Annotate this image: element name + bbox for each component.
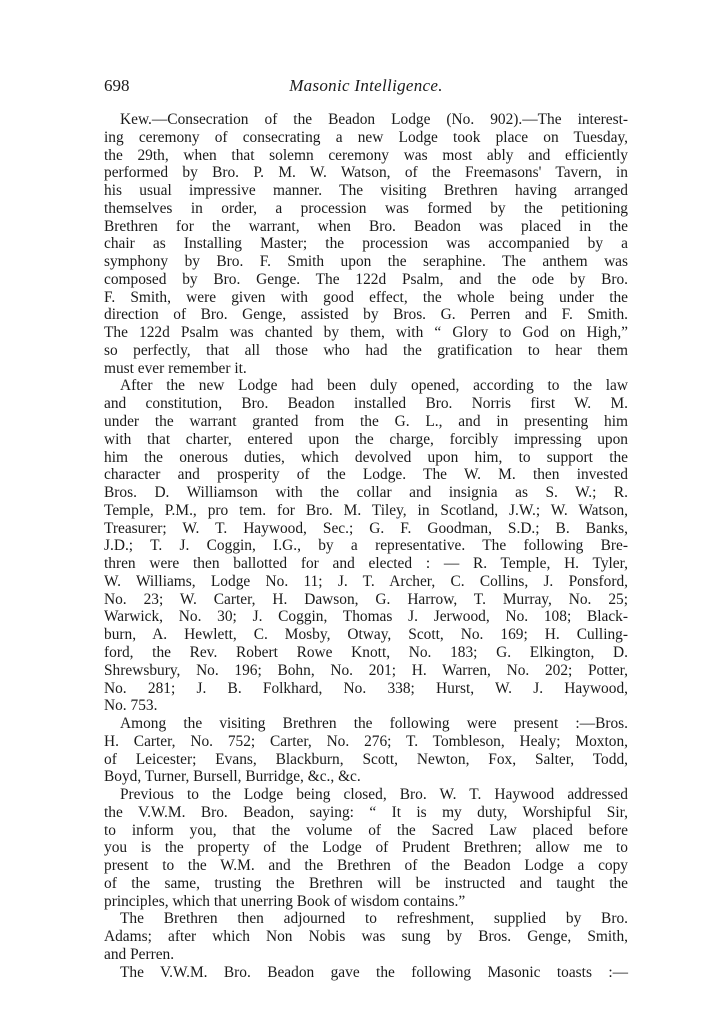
text-line: After the new Lodge had been duly opened, according to the law (120, 377, 628, 395)
page-header (104, 76, 628, 100)
text-line: Boyd, Turner, Bursell, Burridge, &c., &c. (104, 768, 361, 786)
text-line: and Perren. (104, 945, 175, 963)
text-line: Temple, P.M., pro tem. for Bro. M. Tiley, in Scotland, J.W.; W. Watson, (104, 501, 628, 519)
text-line: Previous to the Lodge being closed, Bro. W. T. Haywood addressed (120, 786, 628, 804)
text-line: under the warrant granted from the G. L., and in presenting him (104, 413, 628, 431)
text-line: direction of Bro. Genge, assisted by Bros. G. Perren and F. Smith. (104, 306, 628, 324)
text-line: themselves in order, a procession was formed by the petitioning (104, 199, 628, 217)
text-line: burn, A. Hewlett, C. Mosby, Otway, Scott, No. 169; H. Culling- (104, 626, 628, 644)
text-line: The Brethren then adjourned to refreshment, supplied by Bro. (120, 910, 628, 928)
text-line: Bros. D. Williamson with the collar and insignia as S. W.; R. (104, 484, 628, 502)
text-line: No. 23; W. Carter, H. Dawson, G. Harrow, T. Murray, No. 25; (104, 590, 628, 608)
text-line: Kew.—Consecration of the Beadon Lodge (No. 902).—The interest- (120, 111, 628, 128)
article-body (104, 111, 628, 982)
text-line: composed by Bro. Genge. The 122d Psalm, and the ode by Bro. (104, 270, 628, 288)
text-line: ing ceremony of consecrating a new Lodge took place on Tuesday, (104, 128, 628, 146)
text-line: must ever remember it. (104, 359, 247, 377)
text-line: The 122d Psalm was chanted by them, with “ Glory to God on High,” (104, 324, 628, 342)
text-line: Warwick, No. 30; J. Coggin, Thomas J. Jerwood, No. 108; Black- (104, 608, 628, 626)
text-line: you is the property of the Lodge of Prudent Brethren; allow me to (104, 839, 628, 857)
text-line: Shrewsbury, No. 196; Bohn, No. 201; H. Warren, No. 202; Potter, (104, 661, 628, 679)
text-line: present to the W.M. and the Brethren of the Beadon Lodge a copy (104, 857, 628, 875)
text-line: H. Carter, No. 752; Carter, No. 276; T. Tombleson, Healy; Moxton, (104, 732, 628, 750)
text-line: to inform you, that the volume of the Sacred Law placed before (104, 821, 628, 839)
text-line: so perfectly, that all those who had the gratification to hear them (104, 341, 628, 359)
text-line: Brethren for the warrant, when Bro. Beadon was placed in the (104, 217, 628, 235)
text-line: chair as Installing Master; the procession was accompanied by a (104, 235, 628, 253)
text-line: Adams; after which Non Nobis was sung by Bros. Genge, Smith, (104, 928, 628, 946)
running-head: Masonic Intelligence. (289, 76, 443, 95)
text-line: of the same, trusting the Brethren will be instructed and taught the (104, 874, 628, 892)
text-line: and constitution, Bro. Beadon installed Bro. Norris first W. M. (104, 395, 628, 413)
text-line: No. 753. (104, 697, 158, 715)
text-line: J.D.; T. J. Coggin, I.G., by a representative. The following Bre- (104, 537, 628, 555)
text-line: Treasurer; W. T. Haywood, Sec.; G. F. Goodman, S.D.; B. Banks, (104, 519, 628, 537)
text-line: F. Smith, were given with good effect, the whole being under the (104, 288, 628, 306)
text-line: W. Williams, Lodge No. 11; J. T. Archer, C. Collins, J. Ponsford, (104, 572, 628, 590)
text-line: thren were then ballotted for and elected : — R. Temple, H. Tyler, (104, 555, 628, 573)
text-line: ford, the Rev. Robert Rowe Knott, No. 183; G. Elkington, D. (104, 643, 628, 661)
text-line: No. 281; J. B. Folkhard, No. 338; Hurst, W. J. Haywood, (104, 679, 628, 697)
text-line: symphony by Bro. F. Smith upon the seraphine. The anthem was (104, 253, 628, 271)
text-line: with that charter, entered upon the charge, forcibly impressing upon (104, 430, 628, 448)
text-line: the 29th, when that solemn ceremony was most ably and efficiently (104, 146, 628, 164)
page-number: 698 (104, 76, 130, 95)
text-line: principles, which that unerring Book of wisdom contains.” (104, 892, 466, 910)
text-line: The V.W.M. Bro. Beadon gave the following Masonic toasts :— (120, 963, 628, 981)
text-line: performed by Bro. P. M. W. Watson, of the Freemasons' Tavern, in (104, 164, 628, 182)
text-line: of Leicester; Evans, Blackburn, Scott, Newton, Fox, Salter, Todd, (104, 750, 628, 768)
text-line: him the onerous duties, which devolved upon him, to support the (104, 448, 628, 466)
text-line: the V.W.M. Bro. Beadon, saying: “ It is my duty, Worshipful Sir, (104, 803, 628, 821)
text-line: his usual impressive manner. The visiting Brethren having arranged (104, 182, 628, 200)
text-line: Among the visiting Brethren the following were present :—Bros. (120, 715, 628, 733)
text-line: character and prosperity of the Lodge. The W. M. then invested (104, 466, 628, 484)
